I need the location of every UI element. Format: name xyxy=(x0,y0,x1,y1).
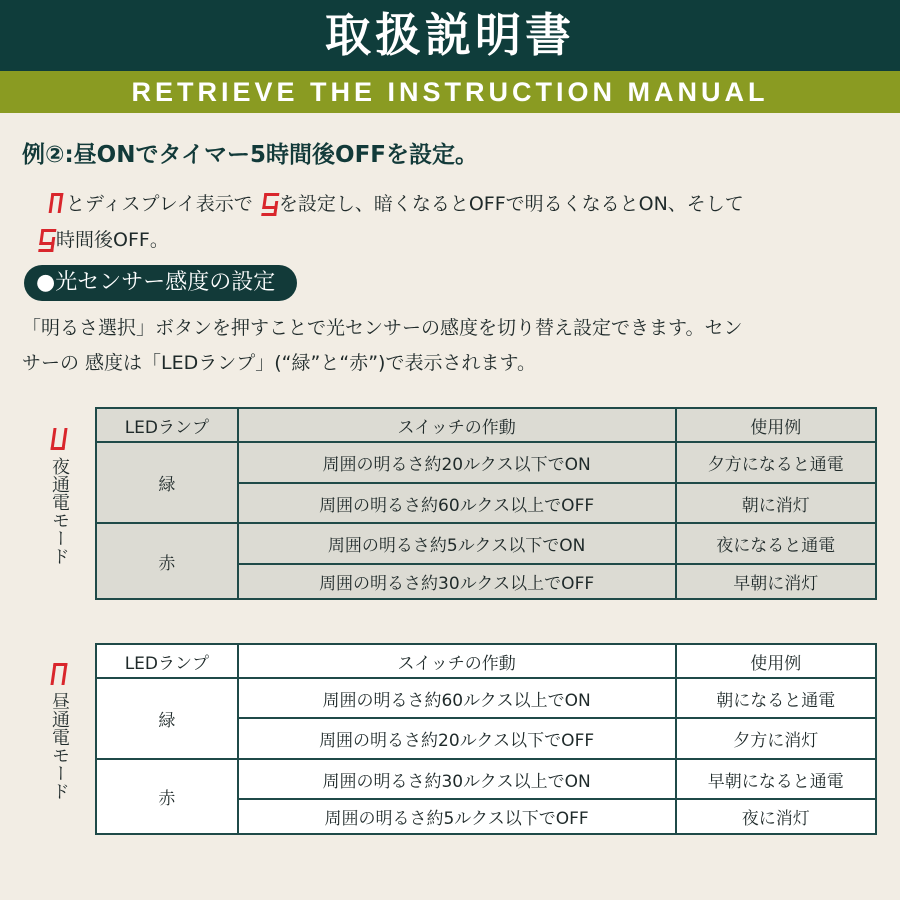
switch-cell: 周囲の明るさ約5ルクス以下でOFF xyxy=(238,799,676,834)
example-cell: 夕方になると通電 xyxy=(676,442,876,483)
text: 時間後OFF。 xyxy=(56,229,169,251)
section-desc-2: サーの 感度は「LEDランプ」(“緑”と“赤”)で表示されます。 xyxy=(22,352,536,374)
table-header xyxy=(96,408,876,442)
switch-cell: 周囲の明るさ約60ルクス以上でON xyxy=(238,678,676,718)
switch-cell: 周囲の明るさ約30ルクス以上でOFF xyxy=(238,564,676,599)
section-desc-1: 「明るさ選択」ボタンを押すことで光センサーの感度を切り替え設定できます。セン xyxy=(22,317,743,339)
lamp-cell: 緑 xyxy=(96,678,238,759)
table-row xyxy=(96,523,876,564)
example-cell: 夜になると通電 xyxy=(676,523,876,564)
seven-seg-5-icon xyxy=(39,229,54,249)
night-mode-table xyxy=(95,407,877,600)
switch-cell: 周囲の明るさ約20ルクス以下でON xyxy=(238,442,676,483)
header-cell: LEDランプ xyxy=(96,644,238,678)
header-cell: スイッチの作動 xyxy=(238,644,676,678)
table-row xyxy=(96,442,876,483)
switch-cell: 周囲の明るさ約60ルクス以上でOFF xyxy=(238,483,676,523)
mode-label-text: 昼通電モード xyxy=(49,692,70,800)
switch-cell: 周囲の明るさ約5ルクス以下でON xyxy=(238,523,676,564)
page-subtitle: RETRIEVE THE INSTRUCTION MANUAL xyxy=(0,71,900,113)
example-heading: 例②:昼ONでタイマー5時間後OFFを設定。 xyxy=(22,142,478,168)
table-header xyxy=(96,644,876,678)
example-cell: 朝になると通電 xyxy=(676,678,876,718)
header-cell: 使用例 xyxy=(676,644,876,678)
header-cell: 使用例 xyxy=(676,408,876,442)
text: を設定し、暗くなるとOFFで明るくなるとON、そして xyxy=(278,193,744,215)
lamp-cell: 赤 xyxy=(96,759,238,834)
day-mode-label xyxy=(44,663,74,806)
table-row xyxy=(96,678,876,718)
switch-cell: 周囲の明るさ約30ルクス以上でON xyxy=(238,759,676,799)
example-cell: 夕方に消灯 xyxy=(676,718,876,759)
page-title: 取扱説明書 xyxy=(0,0,900,71)
night-mode-label xyxy=(44,428,74,571)
example-cell: 朝に消灯 xyxy=(676,483,876,523)
day-mode-table xyxy=(95,643,877,835)
lamp-cell: 赤 xyxy=(96,523,238,599)
switch-cell: 周囲の明るさ約20ルクス以下でOFF xyxy=(238,718,676,759)
header-cell: スイッチの作動 xyxy=(238,408,676,442)
seven-seg-u-icon xyxy=(50,428,67,450)
example-cell: 早朝になると通電 xyxy=(676,759,876,799)
seven-seg-n-icon xyxy=(49,193,64,213)
table-row xyxy=(96,759,876,799)
mode-label-text: 夜通電モード xyxy=(49,457,70,565)
example-cell: 早朝に消灯 xyxy=(676,564,876,599)
example-text-line2 xyxy=(36,222,169,258)
section-title: ●光センサー感度の設定 xyxy=(24,265,297,301)
example-cell: 夜に消灯 xyxy=(676,799,876,834)
lamp-cell: 緑 xyxy=(96,442,238,523)
header-cell: LEDランプ xyxy=(96,408,238,442)
seven-seg-5-icon xyxy=(261,193,276,213)
example-text-line1 xyxy=(46,186,744,222)
text: とディスプレイ表示で xyxy=(66,193,253,215)
seven-seg-n-icon xyxy=(50,663,67,685)
